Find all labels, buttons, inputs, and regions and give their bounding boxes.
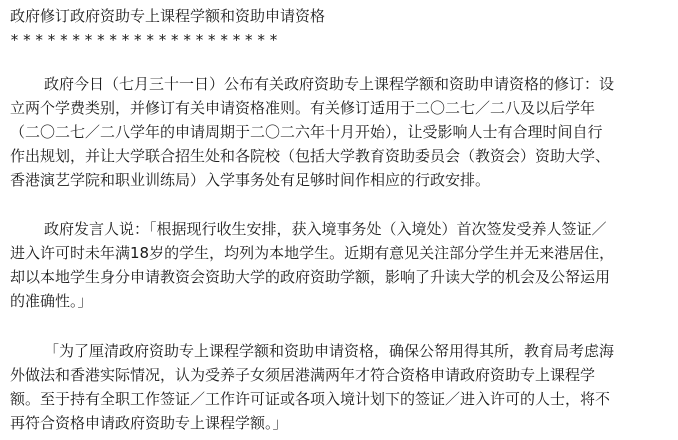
paragraph-line: 作出规划，并让大学联合招生处和各院校（包括大学教育资助委员会（教资会）资助大学、 — [10, 147, 611, 165]
paragraph-line: 却以本地学生身分申请教资会资助大学的政府资助学额，影响了升读大学的机会及公帑运用 — [10, 268, 611, 286]
paragraph-line: 政府发言人说：「根据现行收生安排，获入境事务处（入境处）首次签发受养人签证／ — [44, 220, 607, 238]
paragraph-2 — [10, 217, 672, 313]
paragraph-line: （二〇二七／二八学年的申请周期于二〇二六年十月开始），让受影响人士有合理时间自行 — [10, 123, 603, 141]
paragraph-line: 的准确性。」 — [10, 292, 93, 310]
paragraph-line: 政府今日（七月三十一日）公布有关政府资助专上课程学额和资助申请资格的修订：设 — [44, 75, 615, 93]
title-separator: ********************** — [10, 31, 282, 49]
paragraph-line: 立两个学费类别，并修订有关申请资格准则。有关修订适用于二〇二七／二八及以后学年 — [10, 99, 596, 117]
paragraph-line: 外做法和香港实际情况，认为受养子女须居港满两年才符合资格申请政府资助专上课程学 — [10, 366, 596, 384]
paragraph-1 — [10, 72, 672, 192]
paragraph-3 — [10, 339, 672, 435]
paragraph-line: 「为了厘清政府资助专上课程学额和资助申请资格，确保公帑用得其所，教育局考虑海 — [44, 342, 615, 360]
paragraph-line: 额。至于持有全职工作签证／工作许可证或各项入境计划下的签证／进入许可的人士，将不 — [10, 390, 611, 408]
paragraph-line: 再符合资格申请政府资助专上课程学额。」 — [10, 414, 288, 432]
paragraph-line: 香港演艺学院和职业训练局）入学事务处有足够时间作相应的行政安排。 — [10, 171, 491, 189]
article-title: 政府修订政府资助专上课程学额和资助申请资格 — [10, 7, 326, 25]
paragraph-line: 进入许可时未年满18岁的学生，均列为本地学生。近期有意见关注部分学生并无来港居住， — [10, 244, 615, 262]
